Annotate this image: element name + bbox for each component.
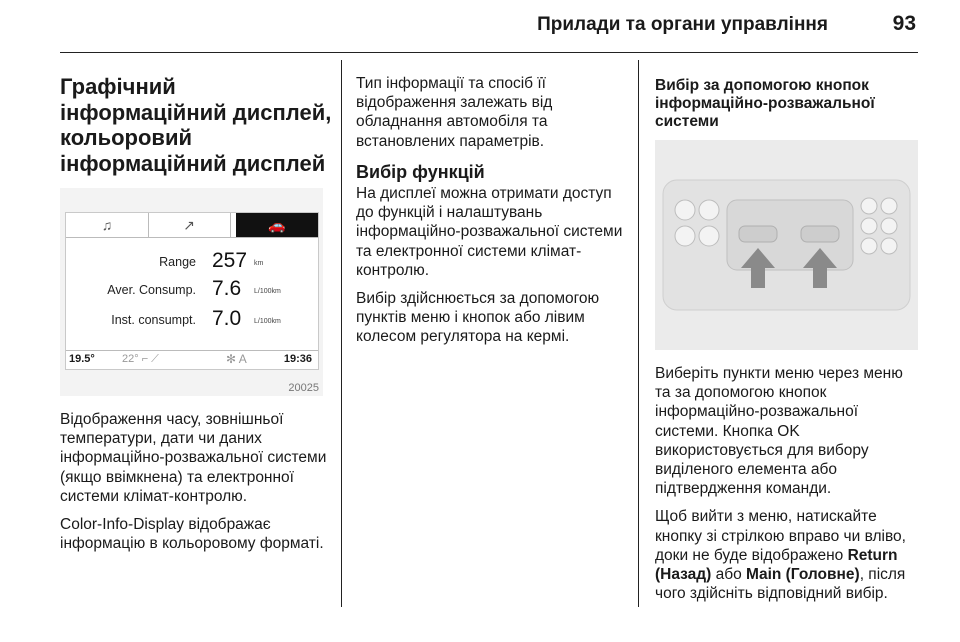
heading-line: системи [655, 113, 719, 130]
infotainment-controls-figure [655, 140, 918, 350]
row-unit: km [254, 260, 264, 267]
row-value: 7.6 [212, 277, 242, 300]
text-run: Щоб вийти з меню, натискайте кнопку зі стрілкою вправо чи вліво, доки не буде відображено [655, 508, 906, 564]
row-unit: L/100km [254, 288, 281, 295]
row-label: Inst. consumpt. [111, 313, 196, 327]
display-row-range [66, 249, 318, 275]
display-row-aver-consump [66, 277, 318, 303]
row-label: Range [159, 255, 196, 269]
heading-line: інформаційний дисплей, [60, 99, 332, 125]
column-2-text [356, 74, 628, 356]
paragraph: Вибір здійснюється за допомогою пунктів меню і кнопок або лівим колесом регулятора на кермі. [356, 290, 600, 346]
display-screen [65, 212, 319, 370]
control-panel-illustration [655, 140, 918, 350]
column-divider-1 [341, 60, 342, 607]
paragraph: На дисплеї можна отримати доступ до функцій і налаштувань інформаційно-розважальної системи та електронної системи клімат-контролю. [356, 185, 623, 279]
text-run: , після чого здійсніть відповідний вибір. [655, 566, 906, 603]
heading-line: інформаційно-розважальної [655, 95, 875, 112]
header-rule [60, 52, 918, 53]
tab-audio-icon: ♫ [66, 213, 149, 237]
column-1-text [60, 410, 335, 562]
column-3-heading [655, 77, 920, 131]
page-header-title: Прилади та органи управління [537, 14, 828, 35]
heading-line: інформаційний дисплей [60, 150, 326, 176]
subheading: Вибір функцій [356, 161, 485, 182]
paragraph: Тип інформації та спосіб її відображення залежать від обладнання автомобіля та встановлених параметрів. [356, 75, 553, 150]
paragraph: Відображення часу, зовнішньої температури, дати чи даних інформаційно-розважальної системи (якщо ввімкнена) та електронної системи клімат-контролю. [60, 411, 327, 505]
row-unit: L/100km [254, 318, 281, 325]
display-status-bar [66, 350, 318, 369]
main-label: Main (Головне) [746, 566, 860, 584]
heading-line: Вибір за допомогою кнопок [655, 77, 869, 94]
paragraph [655, 507, 921, 603]
fan-auto-icon: ✻ A [226, 352, 247, 366]
right-arrow-button [801, 226, 839, 242]
column-1-heading [60, 74, 332, 176]
row-value: 7.0 [212, 307, 242, 330]
display-row-inst-consumpt [66, 307, 318, 333]
display-tabbar [66, 213, 318, 238]
row-label: Aver. Consump. [107, 283, 196, 297]
tab-phone-icon: ↗ [148, 213, 231, 237]
clock: 19:36 [283, 353, 312, 365]
climate-setting: 22° ⌐ ⟋ [122, 353, 159, 365]
page-number: 93 [892, 12, 916, 35]
return-label: Return (Назад) [655, 546, 898, 584]
paragraph: Color-Info-Display відображає інформацію в кольоровому форматі. [60, 516, 324, 553]
row-value: 257 [212, 249, 248, 272]
heading-line: кольоровий [60, 125, 192, 150]
heading-line: Графічний [60, 74, 176, 99]
figure-number: 20025 [288, 382, 319, 394]
column-3-text [655, 364, 921, 612]
paragraph: Виберіть пункти меню через меню та за допомогою кнопок інформаційно-розважальної системи. Кнопка OK використовується для вибору виділеного елемента або підтвердження команди. [655, 365, 903, 498]
column-divider-2 [638, 60, 639, 607]
info-display-figure [60, 188, 323, 396]
left-arrow-button [739, 226, 777, 242]
outside-temperature: 19.5° [69, 353, 95, 365]
text-run: або [711, 566, 747, 584]
tab-car-icon: 🚗 [236, 213, 318, 237]
